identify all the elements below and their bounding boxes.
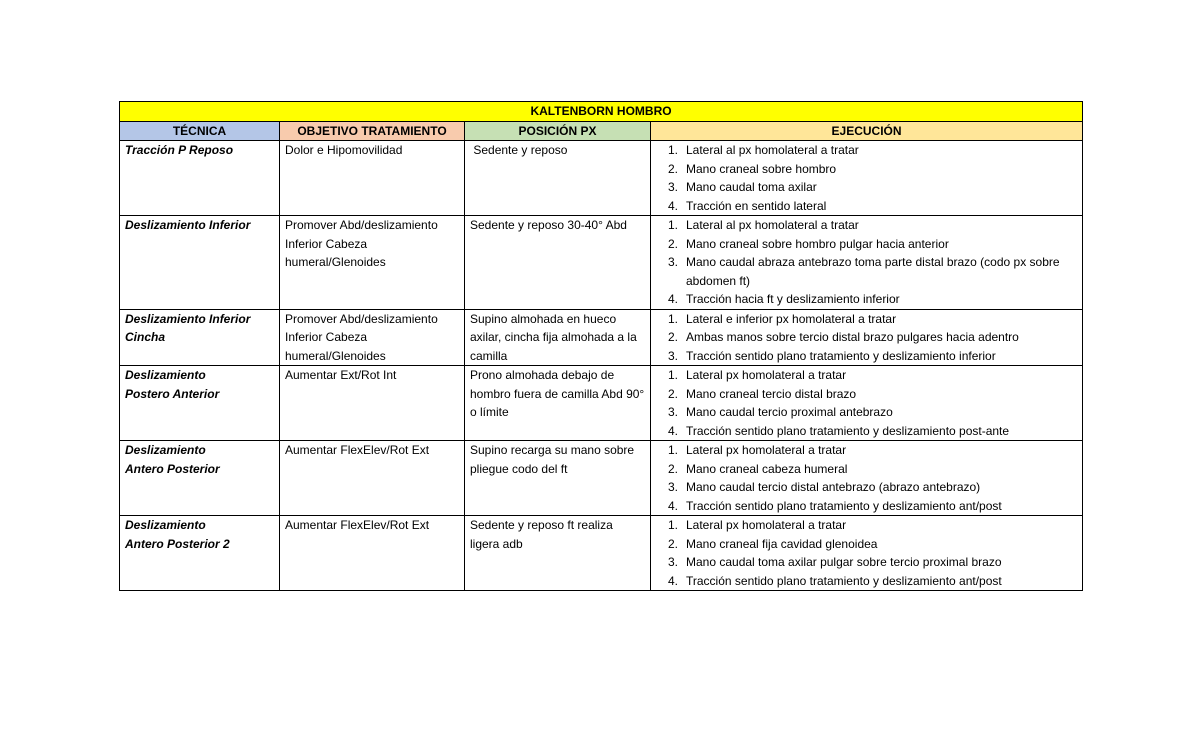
list-item	[656, 197, 1077, 216]
step-text: Tracción sentido plano tratamiento y deslizamiento ant/post	[686, 573, 1002, 588]
table-title: KALTENBORN HOMBRO	[120, 102, 1083, 122]
step-number: 4.	[667, 498, 678, 513]
kaltenborn-table	[119, 101, 1083, 591]
table-body	[120, 141, 1083, 591]
cell-tecnica	[120, 141, 280, 216]
tecnica-line: Antero Posterior	[125, 461, 220, 476]
header-ejecucion: EJECUCIÓN	[651, 121, 1083, 141]
cell-objetivo: Aumentar Ext/Rot Int	[280, 366, 465, 441]
cell-objetivo: Promover Abd/deslizamiento Inferior Cabeza humeral/Glenoides	[280, 216, 465, 310]
cell-objetivo: Promover Abd/deslizamiento Inferior Cabeza humeral/Glenoides	[280, 309, 465, 366]
steps-list	[656, 366, 1077, 440]
cell-posicion: Prono almohada debajo de hombro fuera de camilla Abd 90° o límite	[465, 366, 651, 441]
list-item	[656, 441, 1077, 460]
step-number: 2.	[667, 461, 678, 476]
step-text: Mano caudal tercio proximal antebrazo	[686, 405, 893, 419]
list-item	[656, 553, 1077, 572]
cell-posicion: Supino almohada en hueco axilar, cincha fija almohada a la camilla	[465, 309, 651, 366]
list-item	[656, 478, 1077, 497]
step-text: Lateral al px homolateral a tratar	[686, 143, 859, 157]
step-number: 3.	[667, 480, 678, 494]
table-row	[120, 309, 1083, 366]
table-row	[120, 516, 1083, 591]
step-text: Mano craneal cabeza humeral	[686, 461, 848, 476]
cell-posicion: Sedente y reposo 30-40° Abd	[465, 216, 651, 310]
cell-tecnica	[120, 366, 280, 441]
step-number: 1.	[667, 143, 678, 157]
list-item	[656, 216, 1077, 235]
cell-objetivo: Dolor e Hipomovilidad	[280, 141, 465, 216]
step-number: 3.	[667, 348, 678, 363]
cell-ejecucion	[651, 309, 1083, 366]
header-row	[120, 121, 1083, 141]
cell-ejecucion	[651, 216, 1083, 310]
step-text: Tracción en sentido lateral	[686, 198, 827, 213]
header-tecnica: TÉCNICA	[120, 121, 280, 141]
step-text: Lateral al px homolateral a tratar	[686, 218, 859, 232]
step-text: Mano craneal sobre hombro pulgar hacia anterior	[686, 236, 949, 251]
cell-tecnica	[120, 216, 280, 310]
step-text: Tracción sentido plano tratamiento y deslizamiento ant/post	[686, 498, 1002, 513]
title-row	[120, 102, 1083, 122]
step-number: 1.	[667, 368, 678, 382]
step-text: Lateral px homolateral a tratar	[686, 443, 847, 457]
step-text: Ambas manos sobre tercio distal brazo pulgares hacia adentro	[686, 330, 1019, 344]
header-posicion: POSICIÓN PX	[465, 121, 651, 141]
tecnica-line: Deslizamiento	[125, 368, 206, 382]
list-item	[656, 403, 1077, 422]
step-text: Mano craneal tercio distal brazo	[686, 386, 857, 401]
step-text: Mano caudal toma axilar pulgar sobre tercio proximal brazo	[686, 555, 1002, 569]
step-text: Mano craneal sobre hombro	[686, 161, 837, 176]
step-number: 2.	[667, 536, 678, 551]
cell-ejecucion	[651, 516, 1083, 591]
step-number: 2.	[667, 330, 678, 344]
step-number: 1.	[667, 518, 678, 532]
table-row	[120, 141, 1083, 216]
step-text: Tracción hacia ft y deslizamiento inferior	[686, 292, 900, 306]
list-item	[656, 310, 1077, 329]
cell-ejecucion	[651, 366, 1083, 441]
tecnica-line: Antero Posterior 2	[125, 536, 230, 551]
tecnica-line: Tracción P Reposo	[125, 143, 234, 157]
cell-ejecucion	[651, 141, 1083, 216]
step-text: Mano craneal fija cavidad glenoidea	[686, 536, 878, 551]
step-text: Lateral px homolateral a tratar	[686, 368, 847, 382]
list-item	[656, 572, 1077, 591]
tecnica-line: Deslizamiento	[125, 443, 206, 457]
list-item	[656, 253, 1077, 290]
step-number: 4.	[667, 573, 678, 588]
header-objetivo: OBJETIVO TRATAMIENTO	[280, 121, 465, 141]
step-number: 3.	[667, 180, 678, 194]
cell-objetivo: Aumentar FlexElev/Rot Ext	[280, 441, 465, 516]
steps-list	[656, 441, 1077, 515]
cell-tecnica	[120, 309, 280, 366]
list-item	[656, 460, 1077, 479]
step-text: Tracción sentido plano tratamiento y deslizamiento post-ante	[686, 423, 1010, 438]
list-item	[656, 141, 1077, 160]
step-number: 3.	[667, 555, 678, 569]
step-number: 4.	[667, 292, 678, 306]
list-item	[656, 535, 1077, 554]
table-row	[120, 366, 1083, 441]
cell-posicion: Supino recarga su mano sobre pliegue codo del ft	[465, 441, 651, 516]
steps-list	[656, 516, 1077, 590]
cell-posicion: Sedente y reposo	[465, 141, 651, 216]
list-item	[656, 366, 1077, 385]
tecnica-line: Deslizamiento	[125, 518, 206, 532]
list-item	[656, 385, 1077, 404]
step-number: 3.	[667, 255, 678, 269]
table-row	[120, 216, 1083, 310]
list-item	[656, 422, 1077, 441]
table-row	[120, 441, 1083, 516]
step-number: 2.	[667, 386, 678, 401]
steps-list	[656, 310, 1077, 366]
cell-objetivo: Aumentar FlexElev/Rot Ext	[280, 516, 465, 591]
step-number: 2.	[667, 161, 678, 176]
tecnica-line: Deslizamiento Inferior	[125, 311, 251, 326]
step-text: Mano caudal tercio distal antebrazo (abrazo antebrazo)	[686, 480, 981, 494]
step-number: 4.	[667, 198, 678, 213]
list-item	[656, 178, 1077, 197]
step-number: 1.	[667, 218, 678, 232]
cell-tecnica	[120, 516, 280, 591]
tecnica-line: Cincha	[125, 330, 166, 344]
steps-list	[656, 141, 1077, 215]
cell-posicion: Sedente y reposo ft realiza ligera adb	[465, 516, 651, 591]
list-item	[656, 516, 1077, 535]
step-number: 4.	[667, 423, 678, 438]
list-item	[656, 497, 1077, 516]
cell-ejecucion	[651, 441, 1083, 516]
step-number: 1.	[667, 311, 678, 326]
tecnica-line: Postero Anterior	[125, 386, 220, 401]
list-item	[656, 347, 1077, 366]
tecnica-line: Deslizamiento Inferior	[125, 218, 251, 232]
step-number: 2.	[667, 236, 678, 251]
list-item	[656, 328, 1077, 347]
list-item	[656, 290, 1077, 309]
list-item	[656, 160, 1077, 179]
step-text: Lateral e inferior px homolateral a tratar	[686, 311, 897, 326]
step-text: Mano caudal abraza antebrazo toma parte distal brazo (codo px sobre abdomen ft)	[686, 255, 1060, 288]
cell-tecnica	[120, 441, 280, 516]
step-number: 3.	[667, 405, 678, 419]
step-number: 1.	[667, 443, 678, 457]
step-text: Lateral px homolateral a tratar	[686, 518, 847, 532]
step-text: Mano caudal toma axilar	[686, 180, 817, 194]
step-text: Tracción sentido plano tratamiento y deslizamiento inferior	[686, 348, 996, 363]
steps-list	[656, 216, 1077, 309]
list-item	[656, 235, 1077, 254]
